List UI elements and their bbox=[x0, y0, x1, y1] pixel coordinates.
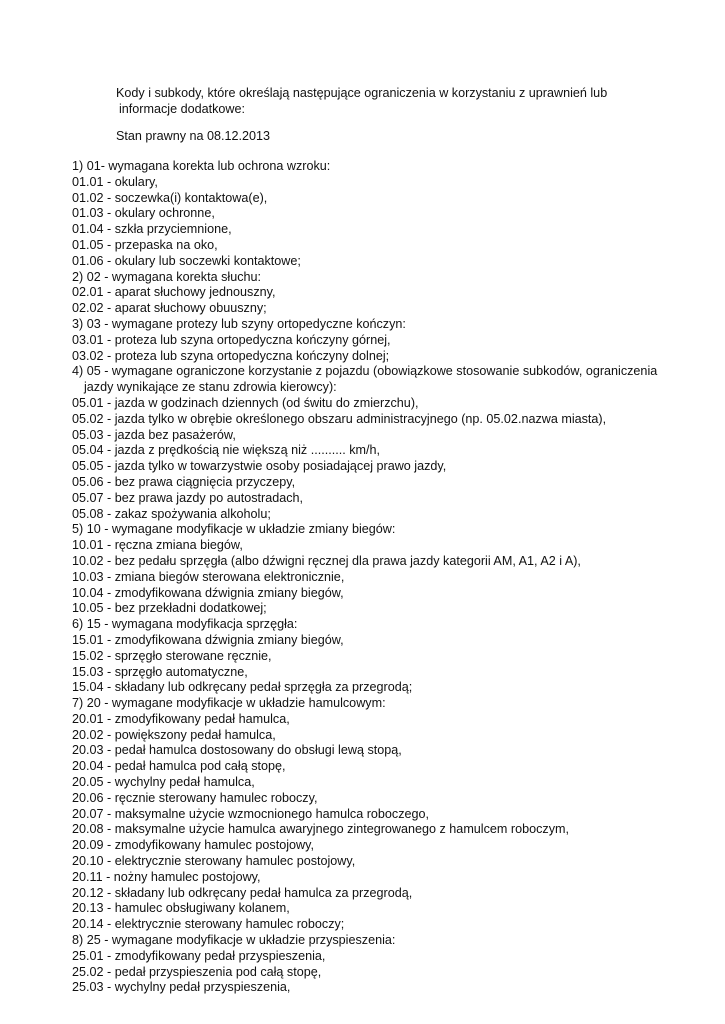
code-list-item-text: 10.03 - zmiana biegów sterowana elektronicznie, bbox=[72, 569, 345, 584]
code-list-item bbox=[72, 586, 672, 602]
code-list-item bbox=[72, 443, 672, 459]
code-list-item-text: 25.01 - zmodyfikowany pedał przyspieszenia, bbox=[72, 948, 326, 963]
intro-line-2: informacje dodatkowe: bbox=[119, 101, 246, 116]
code-list-item bbox=[72, 507, 672, 523]
code-list-item-text: 20.08 - maksymalne użycie hamulca awaryjnego zintegrowanego z hamulcem roboczym, bbox=[72, 822, 569, 837]
code-list-item bbox=[72, 949, 672, 965]
intro-line-1: Kody i subkody, które określają następujące ograniczenia w korzystaniu z uprawnień lub bbox=[116, 86, 608, 100]
code-list-item-text: 20.10 - elektrycznie sterowany hamulec postojowy, bbox=[72, 854, 356, 869]
code-list-item bbox=[72, 538, 672, 554]
code-list-item bbox=[72, 554, 672, 570]
code-list-item bbox=[72, 396, 672, 412]
code-list-item bbox=[72, 933, 672, 949]
code-list-item-text: 05.06 - bez prawa ciągnięcia przyczepy, bbox=[72, 474, 296, 489]
code-list-item bbox=[72, 317, 672, 333]
code-list-item-text: 20.14 - elektrycznie sterowany hamulec roboczy; bbox=[72, 917, 345, 932]
code-list-item bbox=[72, 601, 672, 617]
code-list-item bbox=[72, 412, 672, 428]
code-list-item bbox=[72, 712, 672, 728]
code-list-item bbox=[72, 886, 672, 902]
code-list-item-text: 02.02 - aparat słuchowy obuuszny; bbox=[72, 301, 267, 316]
code-list-item-text: 20.09 - zmodyfikowany hamulec postojowy, bbox=[72, 838, 314, 853]
code-list-item-text: 20.13 - hamulec obsługiwany kolanem, bbox=[72, 901, 290, 916]
code-list-item-text: 5) 10 - wymagane modyfikacje w układzie zmiany biegów: bbox=[72, 522, 396, 537]
code-list-item bbox=[72, 475, 672, 491]
code-list-item bbox=[72, 364, 672, 396]
code-list-item-text: 7) 20 - wymagane modyfikacje w układzie hamulcowym: bbox=[72, 696, 386, 711]
code-list-item-text: 20.06 - ręcznie sterowany hamulec roboczy, bbox=[72, 790, 318, 805]
code-list-item-text: 03.02 - proteza lub szyna ortopedyczna kończyny dolnej; bbox=[72, 348, 390, 363]
code-list-item bbox=[72, 822, 672, 838]
code-list-item bbox=[72, 191, 672, 207]
code-list-item-text: 05.08 - zakaz spożywania alkoholu; bbox=[72, 506, 271, 521]
code-list-item-text: 15.03 - sprzęgło automatyczne, bbox=[72, 664, 248, 679]
code-list-item bbox=[72, 522, 672, 538]
code-list-item-text: 1) 01- wymagana korekta lub ochrona wzroku: bbox=[72, 159, 331, 173]
code-list-item-text: 20.05 - wychylny pedał hamulca, bbox=[72, 775, 255, 790]
code-list-item bbox=[72, 901, 672, 917]
code-list-item-text: 05.01 - jazda w godzinach dziennych (od świtu do zmierzchu), bbox=[72, 395, 419, 410]
code-list-item-text: 10.04 - zmodyfikowana dźwignia zmiany biegów, bbox=[72, 585, 344, 600]
code-list-item-text: 3) 03 - wymagane protezy lub szyny ortopedyczne kończyn: bbox=[72, 316, 406, 331]
code-list-item bbox=[72, 222, 672, 238]
code-list-item bbox=[72, 965, 672, 981]
code-list-item bbox=[72, 649, 672, 665]
code-list-item bbox=[72, 759, 672, 775]
code-list-item bbox=[72, 206, 672, 222]
code-list-item bbox=[72, 333, 672, 349]
code-list-item-text: 10.05 - bez przekładni dodatkowej; bbox=[72, 601, 267, 616]
code-list-item-text: 05.04 - jazda z prędkością nie większą niż .......... km/h, bbox=[72, 443, 380, 458]
code-list-item-text: 20.12 - składany lub odkręcany pedał hamulca za przegrodą, bbox=[72, 885, 413, 900]
code-list-item bbox=[72, 617, 672, 633]
code-list-item-text: 01.06 - okulary lub soczewki kontaktowe; bbox=[72, 253, 301, 268]
code-list-item-text: 05.07 - bez prawa jazdy po autostradach, bbox=[72, 490, 304, 505]
code-list-item bbox=[72, 349, 672, 365]
code-list-item bbox=[72, 665, 672, 681]
code-list-item-text: 05.05 - jazda tylko w towarzystwie osoby posiadającej prawo jazdy, bbox=[72, 459, 447, 474]
code-list-item bbox=[72, 175, 672, 191]
code-list-item-text: 20.02 - powiększony pedał hamulca, bbox=[72, 727, 276, 742]
code-list-item bbox=[72, 791, 672, 807]
code-list-item-text: 25.02 - pedał przyspieszenia pod całą stopę, bbox=[72, 964, 322, 979]
code-list-item bbox=[72, 238, 672, 254]
code-list-item-text: 01.05 - przepaska na oko, bbox=[72, 237, 218, 252]
code-list-item-text: 05.02 - jazda tylko w obrębie określonego obszaru administracyjnego (np. 05.02.nazwa miasta), bbox=[72, 411, 607, 426]
code-list-item bbox=[72, 270, 672, 286]
code-list-item-text: 20.04 - pedał hamulca pod całą stopę, bbox=[72, 759, 286, 774]
code-list-item-text: 20.07 - maksymalne użycie wzmocnionego hamulca roboczego, bbox=[72, 806, 430, 821]
code-list-item bbox=[72, 301, 672, 317]
code-list-item bbox=[72, 491, 672, 507]
code-list-item-text: 2) 02 - wymagana korekta słuchu: bbox=[72, 269, 261, 284]
code-list-item bbox=[72, 728, 672, 744]
code-list-item-text: 03.01 - proteza lub szyna ortopedyczna kończyny górnej, bbox=[72, 332, 391, 347]
code-list-item-text: 01.02 - soczewka(i) kontaktowa(e), bbox=[72, 190, 268, 205]
code-list-item bbox=[72, 870, 672, 886]
code-list-item-text: 15.02 - sprzęgło sterowane ręcznie, bbox=[72, 648, 272, 663]
code-list-item bbox=[72, 570, 672, 586]
code-list-item-text: 10.01 - ręczna zmiana biegów, bbox=[72, 538, 243, 553]
code-list-item-text: 15.04 - składany lub odkręcany pedał sprzęgła za przegrodą; bbox=[72, 680, 413, 695]
code-list-item bbox=[72, 775, 672, 791]
code-list-item bbox=[72, 254, 672, 270]
code-list-item-text: 02.01 - aparat słuchowy jednouszny, bbox=[72, 285, 276, 300]
code-list-item bbox=[72, 159, 672, 175]
code-list-item bbox=[72, 680, 672, 696]
code-list-item-continuation: jazdy wynikające ze stanu zdrowia kierowcy): bbox=[84, 380, 337, 395]
code-list-item-text: 20.03 - pedał hamulca dostosowany do obsługi lewą stopą, bbox=[72, 743, 402, 758]
code-list-item-text: 01.03 - okulary ochronne, bbox=[72, 206, 215, 221]
code-list-item bbox=[72, 838, 672, 854]
code-list-item bbox=[72, 428, 672, 444]
code-list-item-text: 8) 25 - wymagane modyfikacje w układzie przyspieszenia: bbox=[72, 933, 396, 948]
code-list-item-text: 01.01 - okulary, bbox=[72, 174, 158, 189]
code-list-item-text: 6) 15 - wymagana modyfikacja sprzęgła: bbox=[72, 617, 298, 632]
code-list-item-text: 10.02 - bez pedału sprzęgła (albo dźwigni ręcznej dla prawa jazdy kategorii AM, A1, A2 i A), bbox=[72, 553, 581, 568]
code-list-item-text: 25.03 - wychylny pedał przyspieszenia, bbox=[72, 980, 291, 995]
code-list-item bbox=[72, 696, 672, 712]
code-list-item bbox=[72, 633, 672, 649]
code-list-item-text: 15.01 - zmodyfikowana dźwignia zmiany biegów, bbox=[72, 632, 344, 647]
code-list-item bbox=[72, 743, 672, 759]
intro-paragraph bbox=[116, 86, 676, 118]
code-list-item bbox=[72, 459, 672, 475]
code-list-item bbox=[72, 854, 672, 870]
code-list-item-text: 01.04 - szkła przyciemnione, bbox=[72, 222, 232, 237]
code-list-item-text: 20.11 - nożny hamulec postojowy, bbox=[72, 869, 261, 884]
code-list-item-text: 05.03 - jazda bez pasażerów, bbox=[72, 427, 236, 442]
code-list-item bbox=[72, 917, 672, 933]
code-list-item-text: 20.01 - zmodyfikowany pedał hamulca, bbox=[72, 711, 290, 726]
legal-status-date: Stan prawny na 08.12.2013 bbox=[116, 129, 271, 143]
code-list-item bbox=[72, 980, 672, 996]
code-list-item-text: 4) 05 - wymagane ograniczone korzystanie z pojazdu (obowiązkowe stosowanie subkodów, ograniczenia bbox=[72, 364, 658, 379]
code-list-item bbox=[72, 807, 672, 823]
code-list bbox=[72, 159, 672, 996]
code-list-item bbox=[72, 285, 672, 301]
